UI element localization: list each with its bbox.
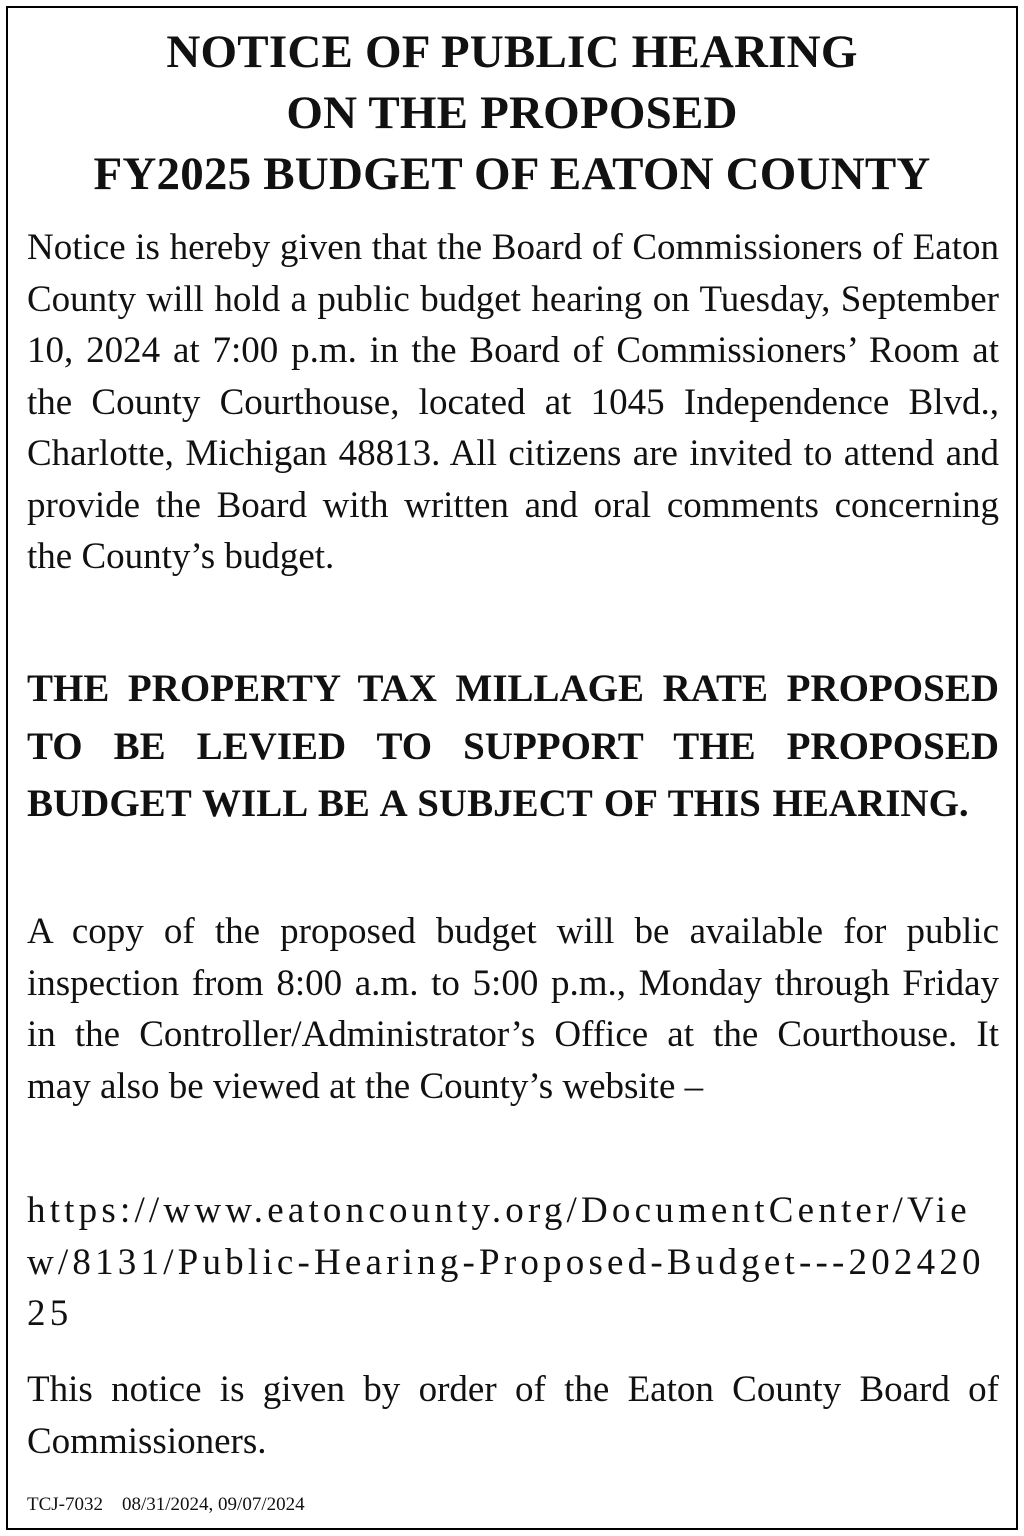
budget-website-url: https://www.eatoncounty.org/DocumentCenter/View/8131/Public-Hearing-Proposed-Budget---20242025 [27,1190,985,1334]
budget-availability: A copy of the proposed budget will be available for public inspection from 8:00 a.m. to 5:00 p.m., Monday through Friday in the Controller/Administrator’s Office at the Courthouse. It may also be viewed at the County’s website – [27,911,999,1107]
publication-reference: TCJ-7032 08/31/2024, 09/07/2024 [27,1494,305,1515]
title-line-3: FY2025 BUDGET OF EATON COUNTY [93,148,931,200]
hearing-announcement: Notice is hereby given that the Board of Commissioners of Eaton County will hold a public budget hearing on Tuesday, September 10, 2024 at 7:00 p.m. in the Board of Commissioners’ Room at the County Courthouse, located at 1045 Independence Blvd., Charlotte, Michigan 48813. All citizens are invited to attend and provide the Board with written and oral comments concerning the County’s budget. [27,227,999,577]
notice-title [28,22,996,205]
closing-statement: This notice is given by order of the Eaton County Board of Commissioners. [27,1369,999,1462]
title-line-2: ON THE PROPOSED [286,87,738,139]
public-notice [6,6,1018,1530]
title-line-1: NOTICE OF PUBLIC HEARING [166,26,858,78]
millage-statement: THE PROPERTY TAX MILLAGE RATE PROPOSED TO BE LEVIED TO SUPPORT THE PROPOSED BUDGET WILL BE A SUBJECT OF THIS HEARING. [27,667,999,825]
